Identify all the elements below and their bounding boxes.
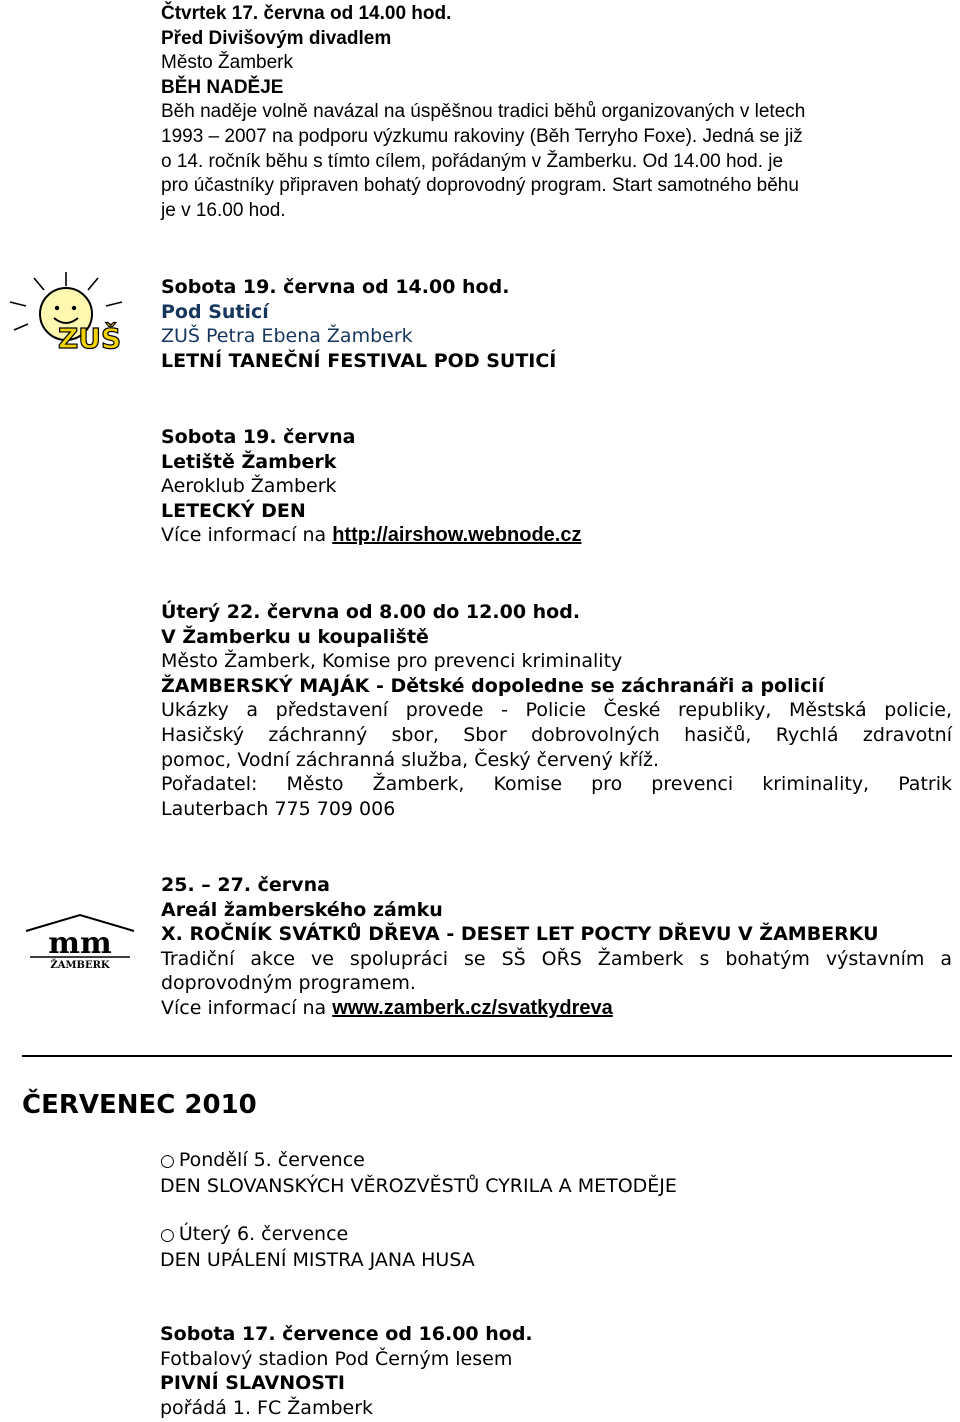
holiday-title: DEN UPÁLENÍ MISTRA JANA HUSA (160, 1248, 475, 1271)
more-info-prefix: Více informací na (161, 996, 333, 1019)
more-info-line (161, 523, 952, 548)
section-divider (22, 1055, 952, 1057)
mm-logo-text: mm (48, 926, 112, 961)
event-title: X. ROČNÍK SVÁTKŮ DŘEVA - DESET LET POCTY DŘEVU V ŽAMBERKU (161, 923, 879, 946)
event-place: Letiště Žamberk (161, 450, 337, 473)
event-beh-nadeje (161, 2, 952, 223)
event-place: V Žamberku u koupaliště (161, 625, 429, 648)
mm-zamberk-logo (24, 913, 136, 971)
event-description-line: o 14. ročník běhu s tímto cílem, pořádaným v Žamberku. Od 14.00 hod. je (161, 150, 784, 172)
event-date: Sobota 17. července od 16.00 hod. (160, 1323, 533, 1345)
event-svatky-dreva (161, 873, 952, 1021)
event-description-line: Ukázky a představení provede - Policie České republiky, Městská policie, (161, 699, 952, 722)
event-title: ŽAMBERSKÝ MAJÁK - Dětské dopoledne se záchranáři a policií (161, 674, 825, 697)
event-place: Fotbalový stadion Pod Černým lesem (160, 1347, 513, 1370)
event-place: Před Divišovým divadlem (161, 27, 392, 49)
event-description-line: doprovodným programem. (161, 972, 416, 995)
airshow-link[interactable]: http://airshow.webnode.cz (332, 524, 582, 547)
event-date: 25. – 27. června (161, 874, 330, 896)
section-title-july: ČERVENEC 2010 (22, 1090, 257, 1120)
july-holiday-1 (160, 1148, 952, 1198)
event-description-line: pomoc, Vodní záchranná služba, Český červený kříž. (161, 748, 659, 771)
holiday-date: Pondělí 5. července (178, 1149, 365, 1171)
event-title: BĚH NADĚJE (161, 76, 284, 98)
event-description-line: je v 16.00 hod. (161, 199, 286, 221)
event-organizer-full: Pořadatel: Město Žamberk, Komise pro prevenci kriminality, Patrik (161, 773, 952, 796)
event-date: Úterý 22. června od 8.00 do 12.00 hod. (161, 601, 581, 623)
event-date: Sobota 19. června (161, 426, 356, 448)
holiday-date-line (160, 1222, 952, 1248)
event-title: PIVNÍ SLAVNOSTI (160, 1372, 345, 1395)
holiday-title: DEN SLOVANSKÝCH VĚROZVĚSTŮ CYRILA A METODĚJE (160, 1174, 677, 1197)
mm-logo-town: ŽAMBERK (50, 960, 110, 971)
bullet-icon: ○ (160, 1225, 175, 1245)
more-info-line (161, 996, 952, 1021)
event-organizer: ZUŠ Petra Ebena Žamberk (161, 325, 413, 348)
event-pivni-slavnosti (160, 1322, 952, 1420)
more-info-prefix: Více informací na (161, 524, 333, 547)
event-organizer: Město Žamberk (161, 52, 293, 74)
event-organizer: pořádá 1. FC Žamberk (160, 1396, 374, 1419)
zus-logo-text: ZUŠ (58, 322, 122, 355)
event-title: LETECKÝ DEN (161, 499, 306, 522)
event-place: Pod Suticí (161, 300, 269, 323)
event-description-line: 1993 – 2007 na podporu výzkumu rakoviny (Běh Terryho Foxe). Jedná se již (161, 125, 803, 147)
event-description-line: Hasičský záchranný sbor, Sbor dobrovolných hasičů, Rychlá zdravotní (161, 723, 952, 746)
event-place: Areál žamberského zámku (161, 898, 443, 921)
event-description-line: Běh naděje volně navázal na úspěšnou tradici běhů organizovaných v letech (161, 101, 806, 123)
holiday-date: Úterý 6. července (178, 1223, 349, 1245)
svatky-dreva-link[interactable]: www.zamberk.cz/svatkydreva (332, 996, 613, 1019)
event-contact: Lauterbach 775 709 006 (161, 797, 396, 820)
house-roof-icon (24, 913, 136, 971)
july-holiday-2 (160, 1222, 952, 1272)
zus-logo (4, 268, 128, 356)
event-letecky-den (161, 425, 952, 548)
event-tanecni-festival (161, 275, 952, 373)
event-date: Sobota 19. června od 14.00 hod. (161, 276, 510, 298)
event-date: Čtvrtek 17. června od 14.00 hod. (161, 3, 452, 24)
bullet-icon: ○ (160, 1151, 175, 1171)
event-organizer: Aeroklub Žamberk (161, 475, 337, 498)
event-organizer: Město Žamberk, Komise pro prevenci kriminality (161, 650, 623, 673)
event-zambersky-majak (161, 600, 952, 821)
sun-icon (4, 268, 128, 356)
holiday-date-line (160, 1148, 952, 1174)
event-description-line: pro účastníky připraven bohatý doprovodný program. Start samotného běhu (161, 175, 799, 197)
event-description-line: Tradiční akce ve spolupráci se SŠ OŘS Žamberk s bohatým výstavním a (161, 947, 952, 970)
event-title: LETNÍ TANEČNÍ FESTIVAL POD SUTICÍ (161, 349, 557, 372)
